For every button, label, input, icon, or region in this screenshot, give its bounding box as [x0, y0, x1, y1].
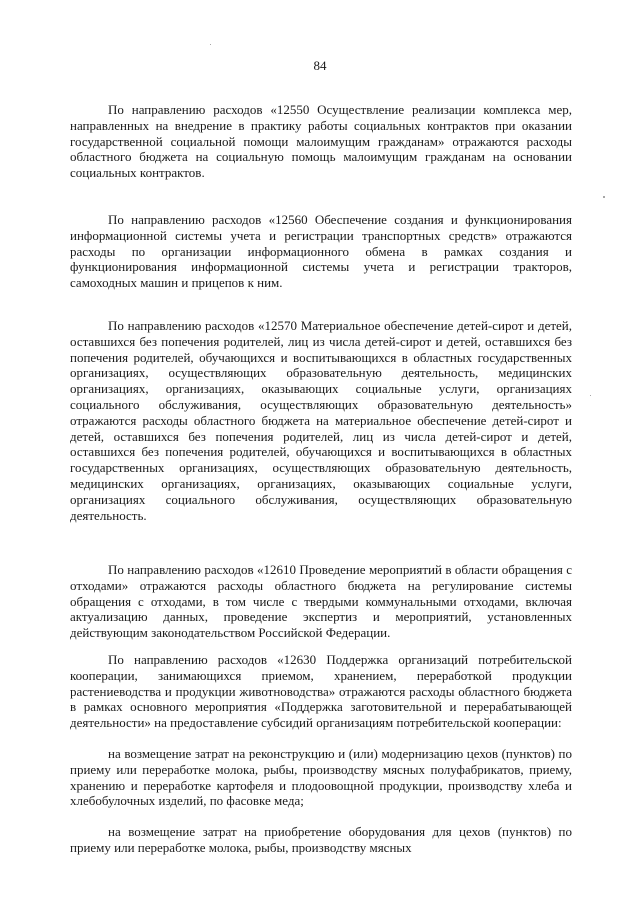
- paragraph-12630: По направлению расходов «12630 Поддержка организаций потребительской кооперации, занимающихся приемом, хранением, переработкой продукции растениеводства и продукции животноводства» отражаются расходы областного бюджета в рамках основного мероприятия «Поддержка заготовительной и перерабатывающей деятельности» на предоставление субсидий организациям потребительской кооперации:: [70, 652, 572, 731]
- paragraph-12550: По направлению расходов «12550 Осуществление реализации комплекса мер, направленных на внедрение в практику работы социальных контрактов при оказании государственной социальной помощи малоимущим гражданам» отражаются расходы областного бюджета на социальную помощь малоимущим гражданам на основании социальных контрактов.: [70, 102, 572, 181]
- scan-speck: [210, 44, 211, 45]
- paragraph-12560: По направлению расходов «12560 Обеспечение создания и функционирования информационной системы учета и регистрации транспортных средств» отражаются расходы по организации информационного обмена в рамках создания и функционирования информационной системы учета и регистрации тракторов, самоходных машин и прицепов к ним.: [70, 212, 572, 291]
- paragraph-12610: По направлению расходов «12610 Проведение мероприятий в области обращения с отходами» отражаются расходы областного бюджета на регулирование системы обращения с отходами, в том числе с твердыми коммунальными отходами, включая актуализацию данных, проведение экспертиз и мероприятий, установленных действующим законодательством Российской Федерации.: [70, 562, 572, 641]
- paragraph-reconstruction-costs: на возмещение затрат на реконструкцию и (или) модернизацию цехов (пунктов) по приему или переработке молока, рыбы, производству мясных полуфабрикатов, приему, хранению и переработке картофеля и плодоовощной продукции, производству хлеба и хлебобулочных изделий, по фасовке меда;: [70, 746, 572, 809]
- scan-speck: [590, 395, 591, 396]
- page-number: 84: [313, 58, 327, 73]
- paragraph-12570: По направлению расходов «12570 Материальное обеспечение детей-сирот и детей, оставшихся без попечения родителей, лиц из числа детей-сирот и детей, оставшихся без попечения родителей, обучающихся и воспитывающихся в областных государственных организациях, осуществляющих образовательную деятельность, медицинских организациях, организациях, оказывающих социальные услуги, организациях социального обслуживания, осуществляющих образовательную деятельность» отражаются расходы областного бюджета на материальное обеспечение детей-сирот и детей, оставшихся без попечения родителей, лиц из числа детей-сирот и детей, оставшихся без попечения родителей, обучающихся и воспитывающихся в областных государственных организациях, осуществляющих образовательную деятельность, медицинских организациях, организациях, оказывающих социальные услуги, организациях социального обслуживания, осуществляющих образовательную деятельность.: [70, 318, 572, 523]
- paragraph-equipment-costs: на возмещение затрат на приобретение оборудования для цехов (пунктов) по приему или переработке молока, рыбы, производству мясных: [70, 824, 572, 855]
- scan-speck: [603, 196, 605, 198]
